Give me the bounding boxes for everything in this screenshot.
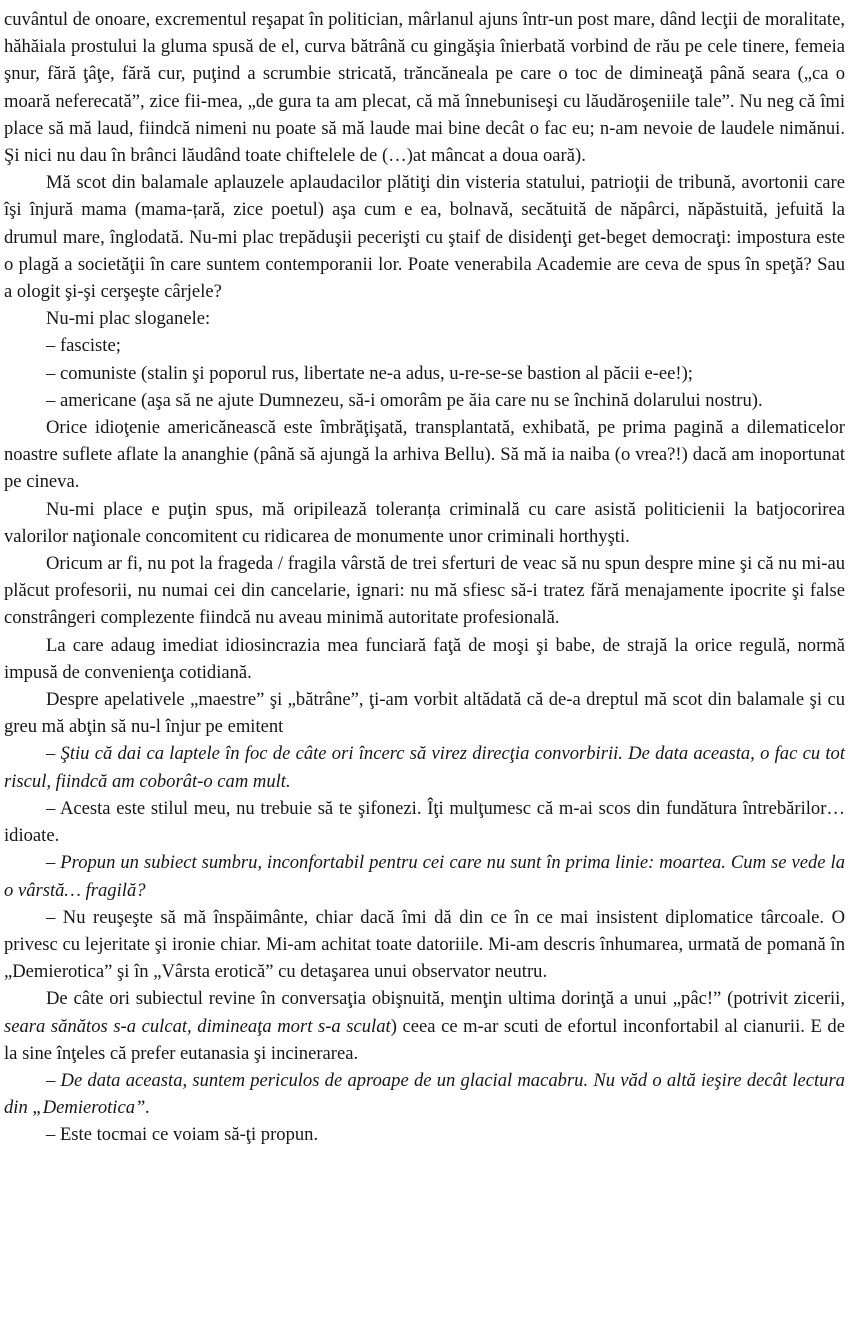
dialogue-dash: – (46, 852, 61, 874)
author-answer (4, 904, 845, 986)
paragraph-text: Despre apelativele „maestre” şi „bătrâne”, ţi-am vorbit altădată că de-a dreptul mă scot din balamale şi cu greu mă abţin să nu-l înjur pe emitent (4, 689, 845, 738)
interviewer-question (4, 1067, 845, 1121)
paragraph-text: Mă scot din balamale aplauzele aplaudacilor plătiţi din visteria statului, patrioţii de tribună, avortonii care îşi înjură mama (mama-țară, zice poetul) aşa cum e ea, bolnavă, secătuită de năpârci, năpăstuită, jefuită la drumul mare, înglodată. Nu-mi plac trepăduşii pecerişti cu ştaif de disidenţi get-beget democraţi: impostura este o plagă a societăţii în care suntem contemporanii lor. Poate venerabila Academie are ceva de spus în speţă? Sau a ologit şi-şi cerşeşte cârjele? (4, 172, 845, 303)
paragraph-text: Nu-mi plac sloganele: (46, 308, 211, 330)
paragraph-text: La care adaug imediat idiosincrazia mea funciară faţă de moşi şi babe, de strajă la orice regulă, normă impusă de convenienţa cotidiană. (4, 634, 845, 683)
paragraph (4, 496, 845, 550)
paragraph-text: De câte ori subiectul revine în conversaţia obişnuită, menţin ultima dorinţă a unui „pâc!” (potrivit zicerii, (46, 988, 845, 1010)
dialogue-dash: – (46, 743, 61, 765)
list-item (4, 387, 845, 414)
author-answer (4, 1121, 845, 1148)
answer-text: – Este tocmai ce voiam să-ţi propun. (46, 1124, 319, 1146)
paragraph-text: Nu-mi place e puţin spus, mă oripilează toleranța criminală cu care asistă politicienii la batjocorirea valorilor naţionale concomitent cu ridicarea de monumente unor criminali horthyşti. (4, 498, 845, 547)
paragraph (4, 550, 845, 632)
interviewer-question (4, 740, 845, 794)
list-item-text: – americane (aşa să ne ajute Dumnezeu, să-i omorâm pe ăia care nu se închină dolarului nostru). (46, 389, 763, 411)
paragraph-text: ) ceea ce m-ar scuti de efortul inconfortabil al cianurii. E de la sine înţeles că prefer eutanasia şi incinerarea. (4, 1015, 845, 1064)
paragraph (4, 169, 845, 305)
answer-text: – Nu reuşeşte să mă înspăimânte, chiar dacă îmi dă din ce în ce mai insistent diplomatice târcoale. O privesc cu lejeritate şi ironie chiar. Mi-am achitat toate datoriile. Mi-am descris înhumarea, urmată de pomană în „Demierotica” şi în „Vârsta erotică” cu detaşarea unui observator neutru. (4, 906, 845, 983)
question-text: Ştiu că dai ca laptele în foc de câte ori încerc să virez direcţia convorbirii. De data aceasta, o fac cu tot riscul, fiindcă am coborât-o cam mult. (4, 743, 845, 792)
question-text: Propun un subiect sumbru, inconfortabil pentru cei care nu sunt în prima linie: moartea. Cum se vede la o vârstă… fragilă? (4, 852, 846, 901)
paragraph (4, 985, 845, 1067)
paragraph (4, 632, 845, 686)
question-text: De data aceasta, suntem periculos de aproape de un glacial macabru. Nu văd o altă ieşire decât lectura din „Demierotica”. (4, 1069, 845, 1119)
quoted-saying: seara sănătos s-a culcat, dimineaţa mort s-a sculat (4, 1015, 391, 1037)
interviewer-question (4, 849, 845, 903)
answer-text: – Acesta este stilul meu, nu trebuie să te şifonezi. Îţi mulţumesc că m-ai scos din fundătura întrebărilor… idioate. (4, 797, 845, 847)
paragraph (4, 305, 845, 332)
dialogue-dash: – (46, 1069, 61, 1091)
paragraph-text: Oricum ar fi, nu pot la frageda / fragila vârstă de trei sferturi de veac să nu spun despre mine şi că nu mi-au plăcut profesorii, nu numai cei din cancelarie, ignari: nu mă sfiesc să-i tratez fără menajamente ipocrite şi false constrângeri complezente fiindcă nu aveau minimă autoritate profesională. (4, 553, 845, 629)
author-answer (4, 795, 845, 849)
list-item-text: – comuniste (stalin şi poporul rus, libertate ne-a adus, u-re-se-se bastion al păcii e-ee!); (46, 362, 693, 384)
paragraph (4, 414, 845, 496)
list-item (4, 360, 845, 387)
list-item-text: – fasciste; (46, 335, 121, 357)
paragraph (4, 686, 845, 740)
paragraph-text: Orice idioţenie americănească este îmbrăţişată, transplantată, exhibată, pe prima pagină a dilematicelor noastre suflete aflate la ananghie (până să ajungă la arhiva Bellu). Să mă ia naiba (o vrea?!) dacă am inoportunat pe cineva. (4, 417, 845, 493)
paragraph (4, 6, 845, 169)
paragraph-text: cuvântul de onoare, excrementul reşapat în politician, mârlanul ajuns într-un post mare, dând lecţii de moralitate, hăhăiala prostului la gluma spusă de el, curva bătrână cu gingăşia înierbată vorbind de rău pe cele tinere, femeia şnur, fără ţâţe, fără cur, puţind a scrumbie stricată, trăncăneala pe care o toc de dimineaţă până seara („ca o moară neferecată”, zice fii-mea, „de gura ta am plecat, că mă înnebuniseşi cu lăudăroşeniile tale”. Nu neg că îmi place să mă laud, fiindcă nimeni nu poate să mă laude mai bine decât o fac eu; n-am nevoie de laudele nimănui. Şi nici nu dau în brânci lăudând toate chiftelele de (…)at mâncat a doua oară). (4, 9, 845, 167)
list-item (4, 332, 845, 359)
